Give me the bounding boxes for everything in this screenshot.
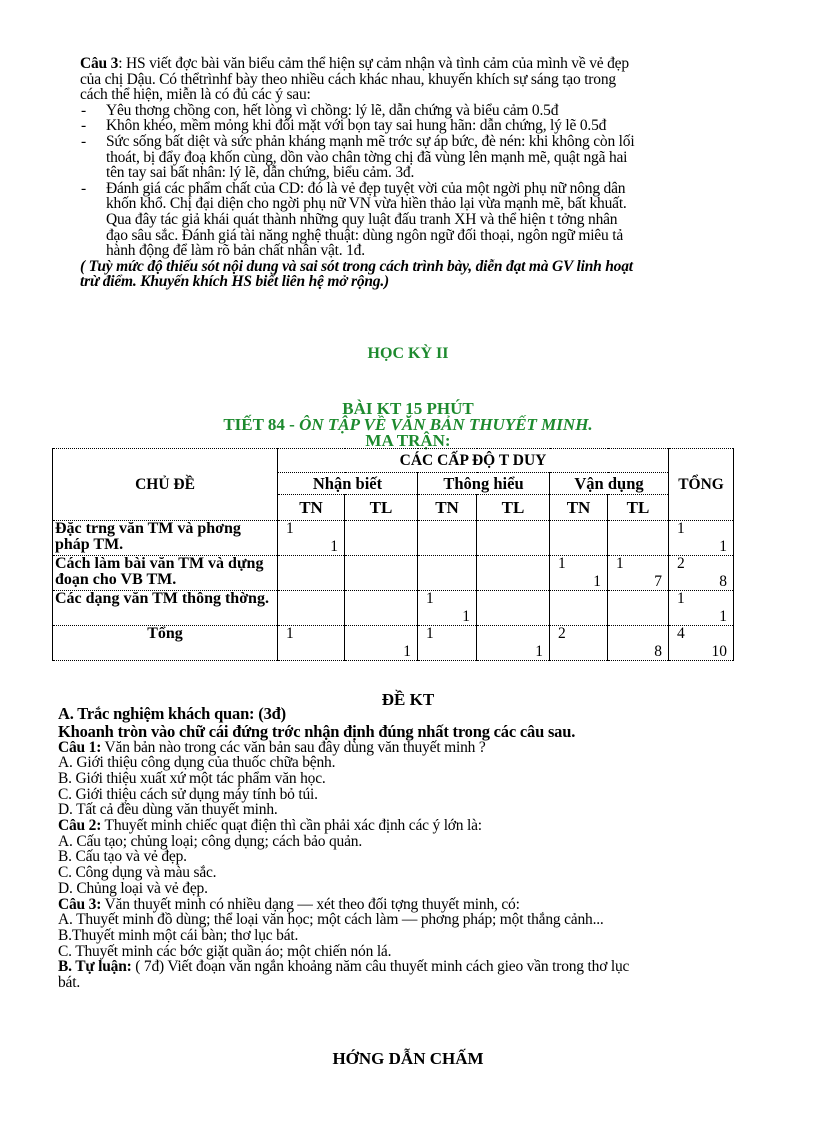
part-b-continued: bát. [58, 974, 81, 992]
grading-note: ( Tuỳ mức độ thiếu sót nội dung và sai sót trong cách trình bày, diễn đạt mà GV linh hoạt trừ điểm. Khuyến khích HS biết liên hệ mở rộng.) [80, 257, 633, 291]
exam-section [0, 706, 816, 991]
cau3-line3: cách thể hiện, miễn là có đủ các ý sau: [80, 86, 311, 104]
bullet-item: - Khôn khéo, mềm mỏng khi đối mặt với bọn tay sai hung hãn: dẫn chứng, lý lẽ 0.5đ [81, 117, 607, 135]
row-label: Các dạng văn TM thông thờng. [53, 591, 278, 626]
question: Câu 3: Văn thuyết minh có nhiều dạng — xét theo đối tợng thuyết minh, có: [58, 895, 520, 913]
exam-title: ĐỀ KT [381, 690, 435, 709]
part-b: B. Tự luận: ( 7đ) Viết đoạn văn ngắn khoảng năm câu thuyết minh cách gieo vần trong thơ lục [58, 958, 630, 976]
grading-guide-heading: HỚNG DẪN CHẤM [332, 1049, 484, 1068]
answer-option: B. Cấu tạo và vẻ đẹp. [58, 848, 187, 866]
part-a-heading: A. Trắc nghiệm khách quan: (3đ) [58, 704, 286, 723]
bullet-item: - Yêu thơng chồng con, hết lòng vì chồng: lý lẽ, dẫn chứng và biểu cảm 0.5đ [81, 101, 559, 119]
answer-option: B. Giới thiệu xuất xứ một tác phẩm văn học. [58, 769, 326, 787]
level-header: Nhận biết [278, 473, 418, 495]
table-row: Các dạng văn TM thông thờng. 1 1 1 1 [53, 591, 734, 626]
sub-header: TL [345, 495, 418, 521]
table-row: Đặc trng văn TM và phơng pháp TM. 1 1 1 1 [53, 521, 734, 556]
col-total-header: TỔNG [669, 449, 734, 521]
sub-header: TN [278, 495, 345, 521]
answer-option: D. Chủng loại và vẻ đẹp. [58, 879, 208, 897]
level-header: Thông hiểu [418, 473, 550, 495]
cau3-label: Câu 3 [80, 55, 119, 72]
matrix-heading: MA TRẬN: [365, 431, 451, 450]
sub-header: TL [608, 495, 669, 521]
cau3-line1: Câu 3: HS viết đợc bài văn biểu cảm thể hiện sự cảm nhận và tình cảm của mình về vẻ đẹp [80, 55, 629, 72]
answer-option: A. Thuyết minh đồ dùng; thể loại văn học; một cách làm — phơng pháp; một thắng cảnh... [58, 911, 604, 929]
answer-option: B.Thuyết minh một cái bàn; thơ lục bát. [58, 926, 299, 944]
sub-header: TN [418, 495, 477, 521]
test-heading: BÀI KT 15 PHÚT [342, 399, 474, 418]
bullet-item: - Sức sống bất diệt và sức phản kháng mạnh mẽ trớc sự áp bức, đè nén: khi không còn lối thoát, bị đẩy đoạ khốn cùng, dồn vào chân tờng chị đã vùng lên mạnh mẽ, quật ngã hai tên tay sai bất nhân: lý lẽ, dẫn chứng, biểu cảm. 3đ. [81, 132, 635, 182]
col-topic-header: CHỦ ĐỀ [53, 449, 278, 521]
matrix-table [52, 448, 734, 661]
table-row: Tổng 1 1 1 1 2 8 4 10 [53, 626, 734, 661]
row-label: Đặc trng văn TM và phơng pháp TM. [53, 521, 278, 556]
sub-header: TL [477, 495, 550, 521]
cau3-line2: của chị Dậu. Có thểtrìnhf bày theo nhiều cách khác nhau, khuyến khích sự sáng tạo trong [80, 70, 616, 88]
col-levels-header: CÁC CẤP ĐỘ T DUY [278, 449, 669, 473]
answer-option: C. Giới thiệu cách sử dụng máy tính bỏ túi. [58, 785, 318, 803]
table-row: Cách làm bài văn TM và dựng đoạn cho VB TM. 1 1 1 7 2 8 [53, 556, 734, 591]
question: Câu 1: Văn bản nào trong các văn bản sau đây dùng văn thuyết minh ? [58, 738, 486, 756]
row-label: Cách làm bài văn TM và dựng đoạn cho VB TM. [53, 556, 278, 591]
level-header: Vận dụng [550, 473, 669, 495]
instruction: Khoanh tròn vào chữ cái đứng trớc nhận định đúng nhất trong các câu sau. [58, 721, 576, 741]
bullet-item: - Đánh giá các phẩm chất của CD: đó là vẻ đẹp tuyệt vời của một ngời phụ nữ nông dân khốn khổ. Chị đại diện cho ngời phụ nữ VN vừa hiền thảo lại vừa mạnh mẽ, bất khuất. Qua đây tác giả khái quát thành những quy luật đấu tranh XH và thể hiện t tởng nhân đạo sâu sắc. Đánh giá tài năng nghệ thuật: dùng ngôn ngữ đối thoại, ngôn ngữ miêu tả hành động để làm rõ bản chất nhân vật. 1đ. [81, 179, 627, 260]
answer-option: A. Giới thiệu công dụng của thuốc chữa bệnh. [58, 754, 336, 772]
answer-option: A. Cấu tạo; chủng loại; công dụng; cách bảo quản. [58, 832, 362, 850]
answer-guide-section [0, 56, 816, 290]
question: Câu 2: Thuyết minh chiếc quạt điện thì cần phải xác định các ý lớn là: [58, 817, 482, 835]
answer-option: D. Tất cả đều dùng văn thuyết minh. [58, 801, 278, 819]
answer-option: C. Công dụng và màu sắc. [58, 864, 217, 882]
semester-heading: HỌC KỲ II [367, 345, 449, 362]
lesson-heading: TIẾT 84 - ÔN TẬP VỀ VĂN BẢN THUYẾT MINH. [223, 415, 593, 434]
sub-header: TN [550, 495, 608, 521]
row-label: Tổng [53, 626, 278, 661]
answer-option: C. Thuyết minh các bớc giặt quần áo; một chiến nón lá. [58, 942, 392, 960]
